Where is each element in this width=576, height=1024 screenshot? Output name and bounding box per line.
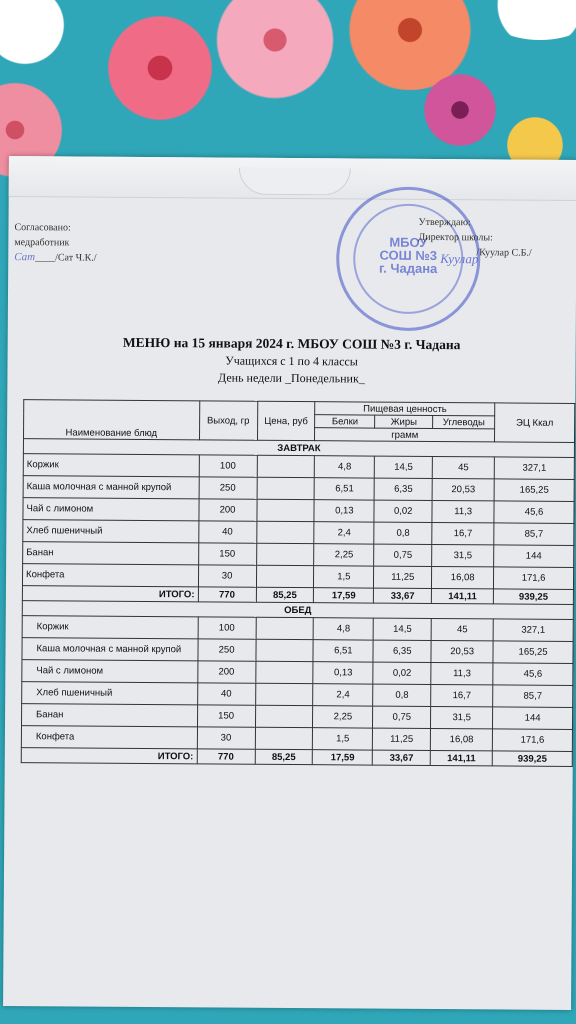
dish-name: Каша молочная с манной крупой [22,638,198,661]
cell-fat: 0,8 [374,522,432,544]
cell-fat: 6,35 [373,640,431,662]
cell-carbs: 31,5 [431,706,493,728]
total-kcal: 939,25 [493,589,573,605]
cell-price [256,617,314,639]
dish-name: Хлеб пшеничный [22,682,198,705]
cell-protein: 2,4 [313,684,373,706]
dish-name: Конфета [21,726,197,749]
section-title: ОБЕД [22,601,573,620]
cell-carbs: 20,53 [431,640,493,662]
dish-name: Коржик [22,616,198,639]
cell-yield: 200 [199,499,257,521]
pink-flower [100,8,220,128]
sleeve-cutout [239,168,351,196]
cell-fat: 14,5 [375,456,433,478]
approval-left: Согласовано: медработник Сат____/Сат Ч.К./ [14,222,97,264]
dish-name: Чай с лимоном [22,660,198,683]
cell-price [257,455,315,477]
agreed-role: медработник [14,237,70,249]
cell-carbs: 45 [431,618,493,640]
agreed-name: /Сат Ч.К./ [55,252,97,264]
cell-price [255,683,313,705]
cell-price [256,565,314,587]
total-row [21,748,572,767]
cell-protein: 4,8 [315,456,375,478]
total-label: ИТОГО: [21,748,197,764]
total-price: 85,25 [256,587,314,602]
cell-price [256,543,314,565]
cell-kcal: 171,6 [492,729,572,752]
director-signature-icon: Куулар [440,251,479,267]
cell-protein: 4,8 [314,618,374,640]
cell-kcal: 165,25 [493,641,573,664]
cell-kcal: 171,6 [494,567,574,590]
dish-name: Коржик [23,454,199,477]
col-unit-header: грамм [315,428,495,442]
total-kcal: 939,25 [492,751,572,767]
cell-price [255,727,313,749]
cell-fat: 14,5 [373,618,431,640]
total-protein: 17,59 [314,588,374,603]
cell-carbs: 11,3 [432,500,494,522]
cell-protein: 6,51 [313,640,373,662]
cell-carbs: 45 [432,456,494,478]
cell-protein: 6,51 [314,478,374,500]
total-carbs: 141,11 [432,588,494,603]
menu-table [21,399,576,767]
cell-protein: 1,5 [313,728,373,750]
cell-yield: 250 [199,477,257,499]
cell-protein: 0,13 [314,500,374,522]
stamp-line-1: МБОУ [389,234,428,250]
approval-right [418,215,532,261]
col-carbs-header: Углеводы [433,415,495,428]
cell-kcal: 45,6 [493,663,573,686]
cell-protein: 0,13 [313,662,373,684]
approve-role: Директор школы: [418,231,493,244]
menu-table-body [21,439,574,767]
cell-fat: 0,02 [374,500,432,522]
cell-yield: 30 [198,565,256,587]
dish-name: Каша молочная с манной крупой [23,476,199,499]
cell-kcal: 45,6 [494,501,574,524]
cell-yield: 30 [197,727,255,749]
cell-carbs: 31,5 [432,544,494,566]
cell-kcal: 165,25 [494,479,574,502]
section-title: ЗАВТРАК [23,439,574,458]
cell-price [255,661,313,683]
total-carbs: 141,11 [430,750,492,765]
cell-kcal: 85,7 [493,685,573,708]
stamp-line-3: г. Чадана [379,260,438,277]
total-fat: 33,67 [374,588,432,603]
approve-name: /Куулар С.Б./ [476,247,532,259]
cell-kcal: 85,7 [494,523,574,546]
title-block [7,334,575,388]
total-yield: 770 [198,587,256,602]
dish-name: Хлеб пшеничный [23,520,199,543]
cell-carbs: 16,08 [432,566,494,588]
dish-name: Конфета [22,564,198,587]
col-nutrition-header: Пищевая ценность [315,402,495,416]
cell-protein: 2,4 [314,522,374,544]
col-protein-header: Белки [315,415,375,428]
cell-carbs: 11,3 [431,662,493,684]
cell-carbs: 16,08 [431,728,493,750]
total-protein: 17,59 [313,750,373,765]
cell-price [257,477,315,499]
cell-kcal: 327,1 [494,457,574,480]
cell-yield: 100 [198,617,256,639]
agreed-label: Согласовано: [14,222,71,234]
total-yield: 770 [197,749,255,764]
cell-fat: 6,35 [374,478,432,500]
cell-protein: 1,5 [314,566,374,588]
total-label: ИТОГО: [22,586,198,602]
col-name-header: Наименование блюд [24,400,200,440]
approve-label: Утверждаю: [418,216,471,229]
cell-yield: 100 [199,455,257,477]
subtitle: Учащихся с 1 по 4 классы [225,353,358,369]
cell-yield: 40 [197,683,255,705]
cell-yield: 40 [198,521,256,543]
cell-kcal: 327,1 [493,619,573,642]
cell-price [255,705,313,727]
col-energy-header: ЭЦ Ккал [495,403,575,443]
cell-yield: 150 [198,543,256,565]
pink-flower [205,0,345,100]
cell-protein: 2,25 [314,544,374,566]
signature-icon: Сат [14,251,36,264]
cell-kcal: 144 [494,545,574,568]
cell-fat: 0,02 [373,662,431,684]
cell-fat: 0,75 [374,544,432,566]
cell-price [256,499,314,521]
cell-yield: 150 [197,705,255,727]
cell-kcal: 144 [493,707,573,730]
white-flower [480,0,576,40]
total-price: 85,25 [255,749,313,764]
pink-flower [420,70,500,150]
cell-price [255,639,313,661]
cell-yield: 250 [198,639,256,661]
col-yield-header: Выход, гр [199,401,257,440]
stamp-line-2: СОШ №3 [379,247,438,264]
col-fat-header: Жиры [375,415,433,428]
col-price-header: Цена, руб [257,401,315,440]
cell-yield: 200 [197,661,255,683]
dish-name: Чай с лимоном [23,498,199,521]
dish-name: Банан [21,704,197,727]
white-flower [0,0,70,70]
cell-price [256,521,314,543]
cell-protein: 2,25 [313,706,373,728]
weekday: День недели _Понедельник_ [217,370,365,386]
cell-fat: 0,8 [373,684,431,706]
menu-sheet [3,156,576,1010]
cell-carbs: 20,53 [432,478,494,500]
cell-fat: 11,25 [374,566,432,588]
cell-fat: 11,25 [373,728,431,750]
cell-carbs: 16,7 [431,684,493,706]
dish-name: Банан [23,542,199,565]
page-title: МЕНЮ на 15 января 2024 г. МБОУ СОШ №3 г. Чадана [122,334,461,353]
cell-fat: 0,75 [373,706,431,728]
cell-carbs: 16,7 [432,522,494,544]
total-fat: 33,67 [373,750,431,765]
